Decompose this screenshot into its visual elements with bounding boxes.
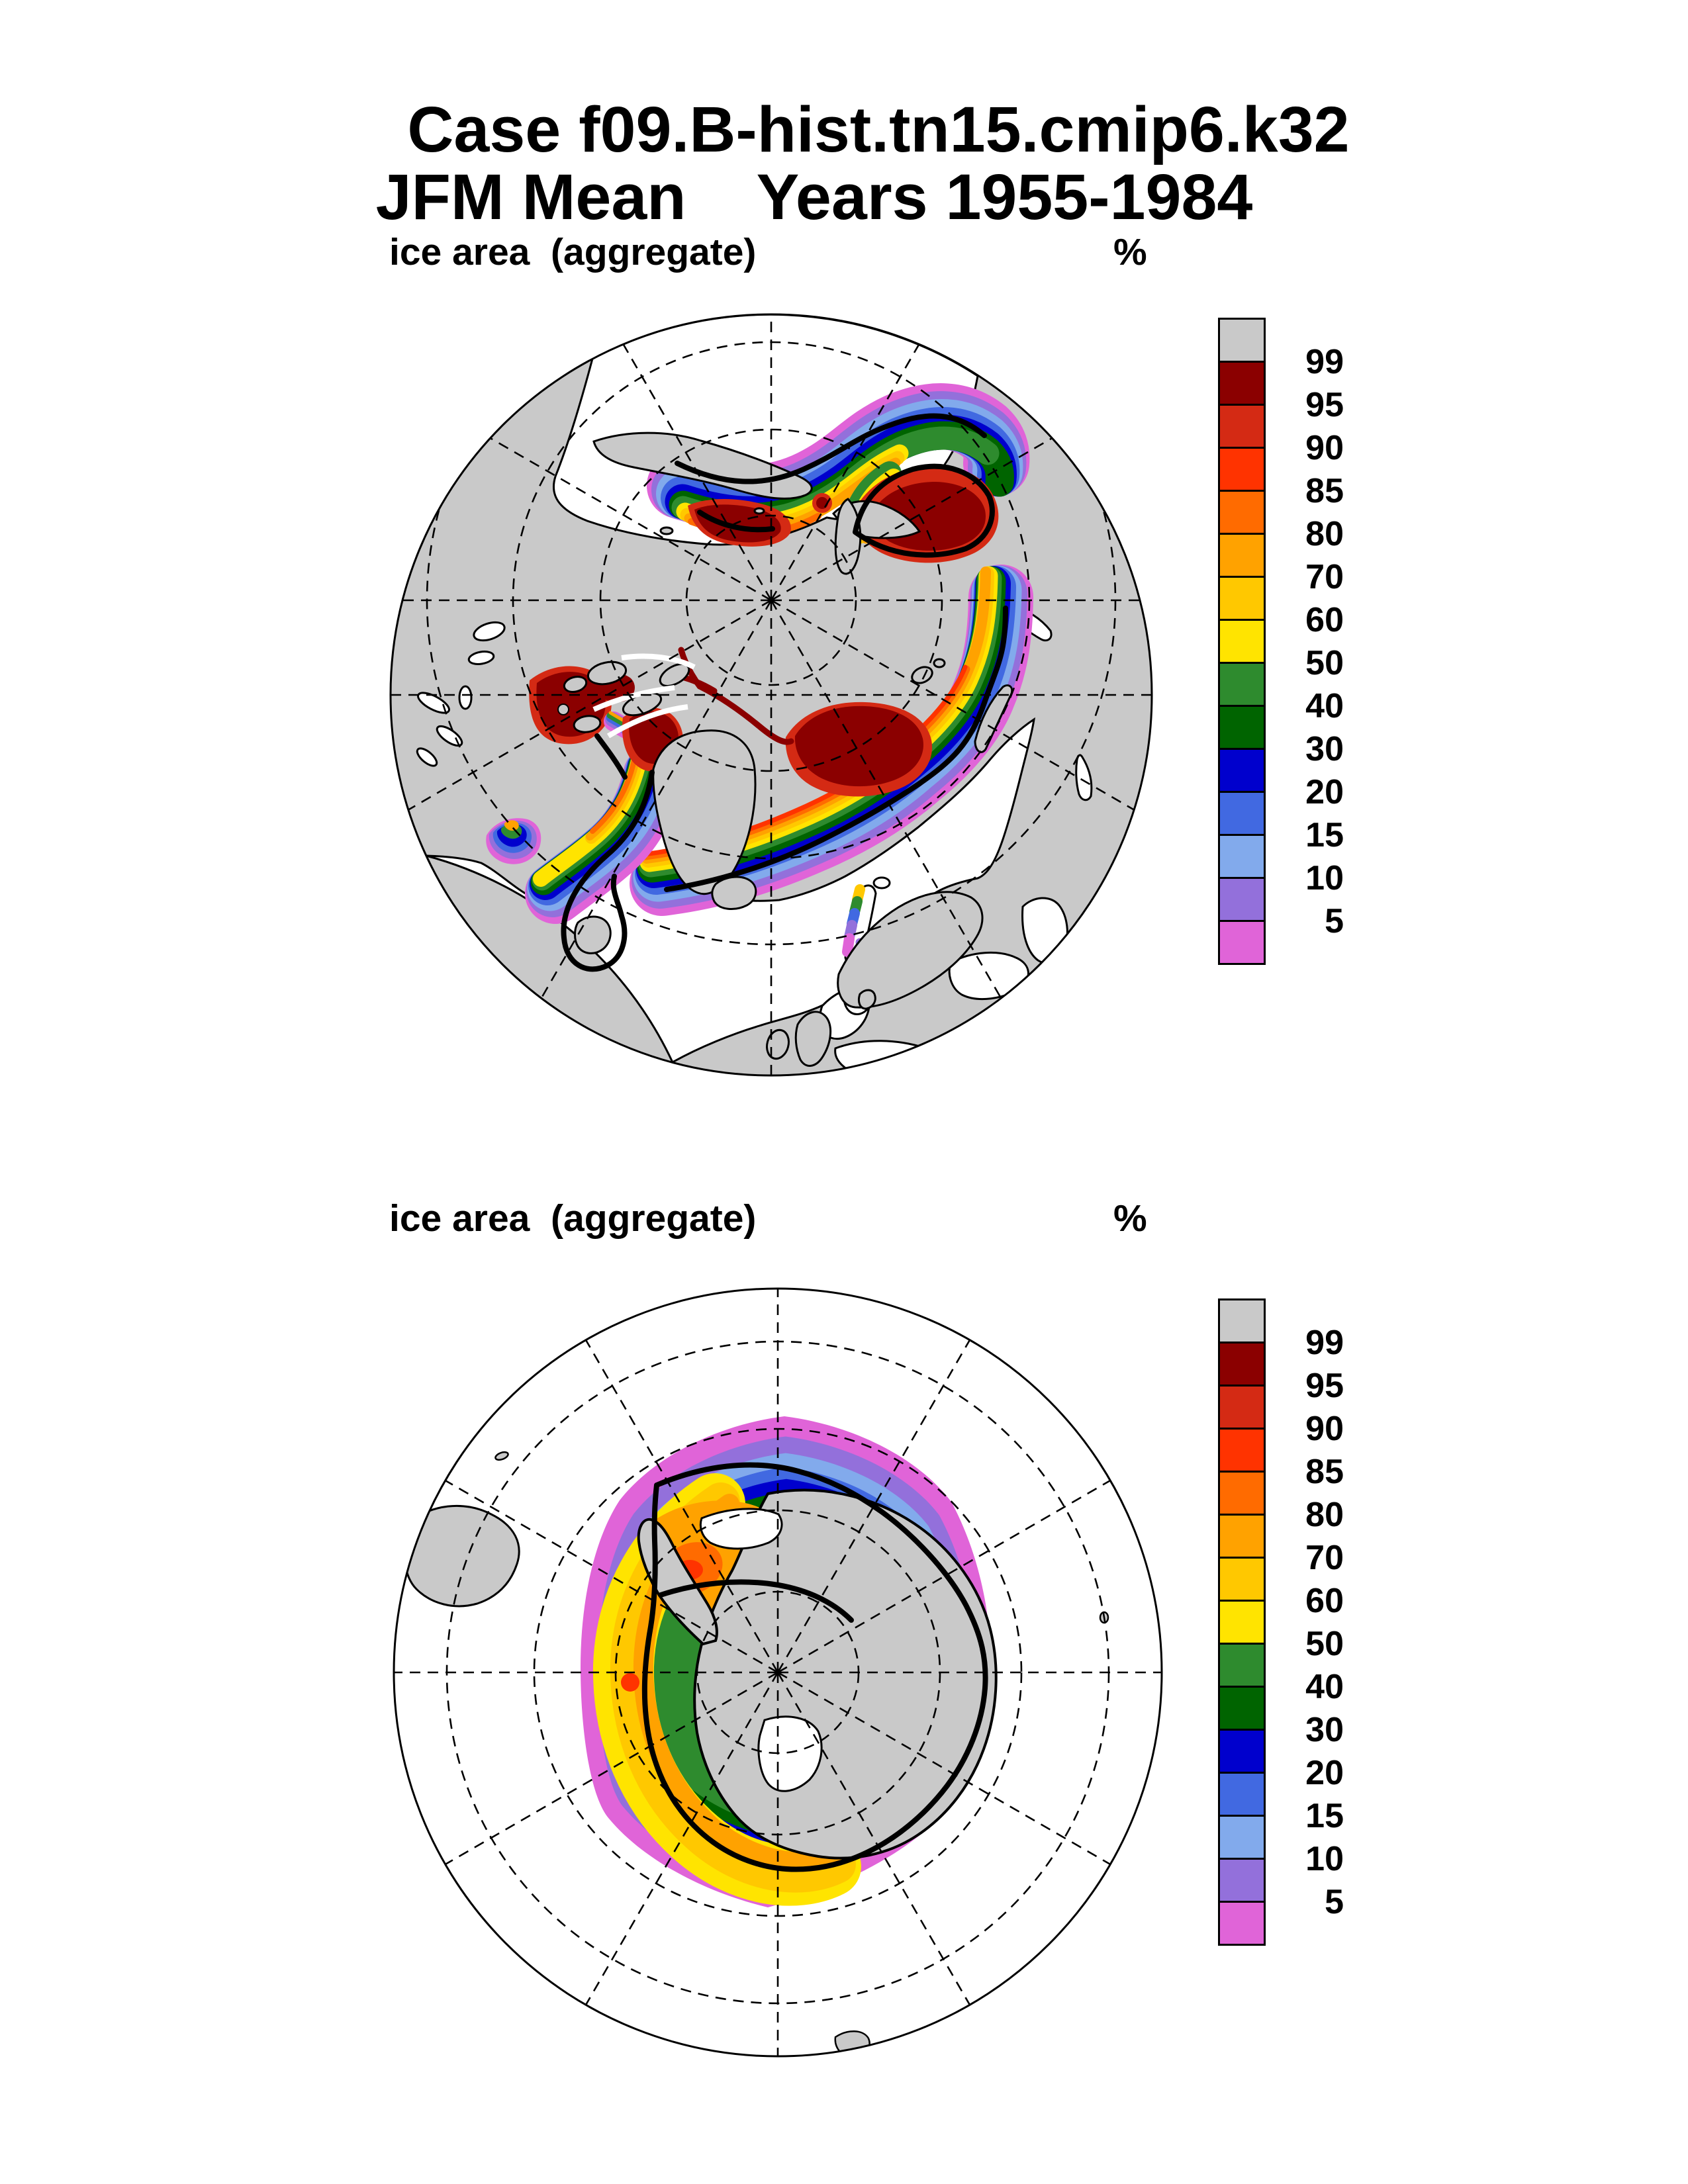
colorbar-swatch	[1220, 1860, 1264, 1903]
colorbar-swatch	[1220, 363, 1264, 406]
colorbar-swatch	[1220, 793, 1264, 836]
colorbar-swatch	[1220, 492, 1264, 535]
colorbar-level-label: 5	[1325, 902, 1344, 940]
nh-units-label: %	[1113, 231, 1147, 273]
nh-hudson-island	[558, 704, 569, 715]
colorbar-swatch	[1220, 922, 1264, 963]
colorbar-swatch	[1220, 1774, 1264, 1817]
colorbar-swatch	[1220, 879, 1264, 922]
colorbar-level-label: 40	[1305, 687, 1344, 725]
colorbar-swatch	[1220, 320, 1264, 363]
colorbar-level-label: 60	[1305, 1582, 1344, 1620]
sh-panel-title: ice area (aggregate)	[389, 1197, 757, 1240]
sh-west-coast-red	[621, 1673, 639, 1692]
colorbar-swatch	[1220, 578, 1264, 621]
colorbar-swatch	[1220, 750, 1264, 793]
colorbar-swatch	[1220, 664, 1264, 707]
colorbar-level-label: 85	[1305, 472, 1344, 510]
colorbar-swatch	[1220, 1602, 1264, 1645]
colorbar-level-label: 30	[1305, 1711, 1344, 1749]
colorbar-swatch	[1220, 449, 1264, 492]
colorbar-level-label: 95	[1305, 386, 1344, 424]
colorbar-level-label: 20	[1305, 1754, 1344, 1792]
colorbar-swatch	[1220, 707, 1264, 750]
colorbar-level-label: 80	[1305, 1496, 1344, 1534]
colorbar-level-label: 10	[1305, 859, 1344, 897]
colorbar-swatch	[1220, 1343, 1264, 1387]
sh-graticule	[367, 1262, 1188, 2083]
colorbar-swatch	[1220, 621, 1264, 664]
colorbar-swatch	[1220, 1817, 1264, 1860]
colorbar-level-label: 60	[1305, 601, 1344, 639]
colorbar-swatch	[1220, 1473, 1264, 1516]
colorbar-swatch	[1220, 1387, 1264, 1430]
colorbar-level-label: 20	[1305, 773, 1344, 811]
sh-units-label: %	[1113, 1197, 1147, 1240]
sh-map	[391, 1285, 1165, 2063]
colorbar-level-label: 40	[1305, 1668, 1344, 1706]
colorbar-level-label: 85	[1305, 1453, 1344, 1491]
figure-title-line1: Case f09.B-hist.tn15.cmip6.k32	[407, 93, 1350, 165]
colorbar-level-label: 70	[1305, 1539, 1344, 1577]
nh-colorbar-swatches	[1218, 318, 1266, 965]
colorbar-swatch	[1220, 1645, 1264, 1688]
colorbar-level-label: 5	[1325, 1883, 1344, 1921]
colorbar-level-label: 30	[1305, 730, 1344, 768]
nh-anadyr-core	[816, 497, 828, 509]
colorbar-level-label: 15	[1305, 1797, 1344, 1835]
colorbar-level-label: 50	[1305, 1625, 1344, 1663]
colorbar-level-label: 15	[1305, 816, 1344, 854]
colorbar-level-label: 95	[1305, 1367, 1344, 1405]
colorbar-swatch	[1220, 406, 1264, 449]
colorbar-swatch	[1220, 1903, 1264, 1944]
colorbar-level-label: 99	[1305, 343, 1344, 381]
nh-map	[389, 312, 1154, 1080]
colorbar-swatch	[1220, 1300, 1264, 1343]
colorbar-swatch	[1220, 1559, 1264, 1602]
colorbar-level-label: 80	[1305, 515, 1344, 553]
colorbar-level-label: 50	[1305, 644, 1344, 682]
colorbar-level-label: 10	[1305, 1840, 1344, 1878]
figure-title-line2: JFM Mean Years 1955-1984	[375, 161, 1253, 233]
sh-colorbar-swatches	[1218, 1298, 1266, 1946]
colorbar-level-label: 90	[1305, 1410, 1344, 1448]
nh-panel-title: ice area (aggregate)	[389, 231, 757, 273]
colorbar-swatch	[1220, 1516, 1264, 1559]
colorbar-swatch	[1220, 535, 1264, 578]
colorbar-swatch	[1220, 1430, 1264, 1473]
colorbar-swatch	[1220, 1731, 1264, 1774]
colorbar-level-label: 90	[1305, 429, 1344, 467]
colorbar-swatch	[1220, 836, 1264, 879]
colorbar-level-label: 70	[1305, 558, 1344, 596]
colorbar-level-label: 99	[1305, 1324, 1344, 1362]
colorbar-swatch	[1220, 1688, 1264, 1731]
